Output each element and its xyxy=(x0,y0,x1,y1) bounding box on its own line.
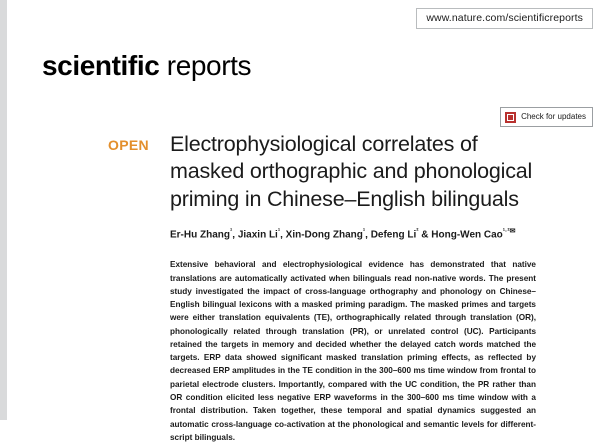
check-for-updates-badge[interactable] xyxy=(500,107,593,127)
page-title: Electrophysiological correlates of masked orthographic and phonological priming in Chinese–English bilinguals xyxy=(170,132,533,211)
article-page xyxy=(7,0,607,442)
journal-name-bold: scientific xyxy=(42,50,160,81)
journal-name-light: reports xyxy=(159,50,252,81)
crossmark-icon xyxy=(505,112,516,123)
check-for-updates-label: Check for updates xyxy=(521,112,586,121)
journal-url: www.nature.com/scientificreports xyxy=(416,8,593,29)
journal-masthead xyxy=(42,52,251,80)
abstract-text: Extensive behavioral and electrophysiological evidence has demonstrated that native translations are automatically activated when bilinguals read non-native words. The present study investigated the impact of cross-language orthography and phonology on Chinese–English bilingual lexicons with a masked priming paradigm. The masked primes and targets were either translation equivalents (TE), orthographically related through translation (OR), phonologically related through translation (PR), or unrelated control (UC). Participants retained the targets in memory and decided whether the delayed catch words matched the targets. ERP data showed significant masked translation priming effects, as reflected by decreased ERP amplitudes in the TE condition in the 300–600 ms time window from frontal to parietal electrode clusters. Importantly, compared with the UC condition, the PR rather than OR condition elicited less negative ERP waveforms in the 300–600 ms time window with a frontal distribution. Taken together, these temporal and spatial dynamics suggested an automatic cross-language co-activation at the phonological and semantic levels for different-script bilinguals. xyxy=(170,260,536,442)
article-header xyxy=(170,131,540,444)
author-list: Er-Hu Zhang$^{^1}$, Jiaxin $Li^{^1}$, Xin-Dong Zhang$^{^1}$, Defeng $Li^{^2}$ & Hong-Wen Cao$^{^1\cdot^2✉}$ xyxy=(170,227,516,241)
open-access-label: OPEN xyxy=(108,137,149,153)
page-gutter xyxy=(0,0,7,420)
